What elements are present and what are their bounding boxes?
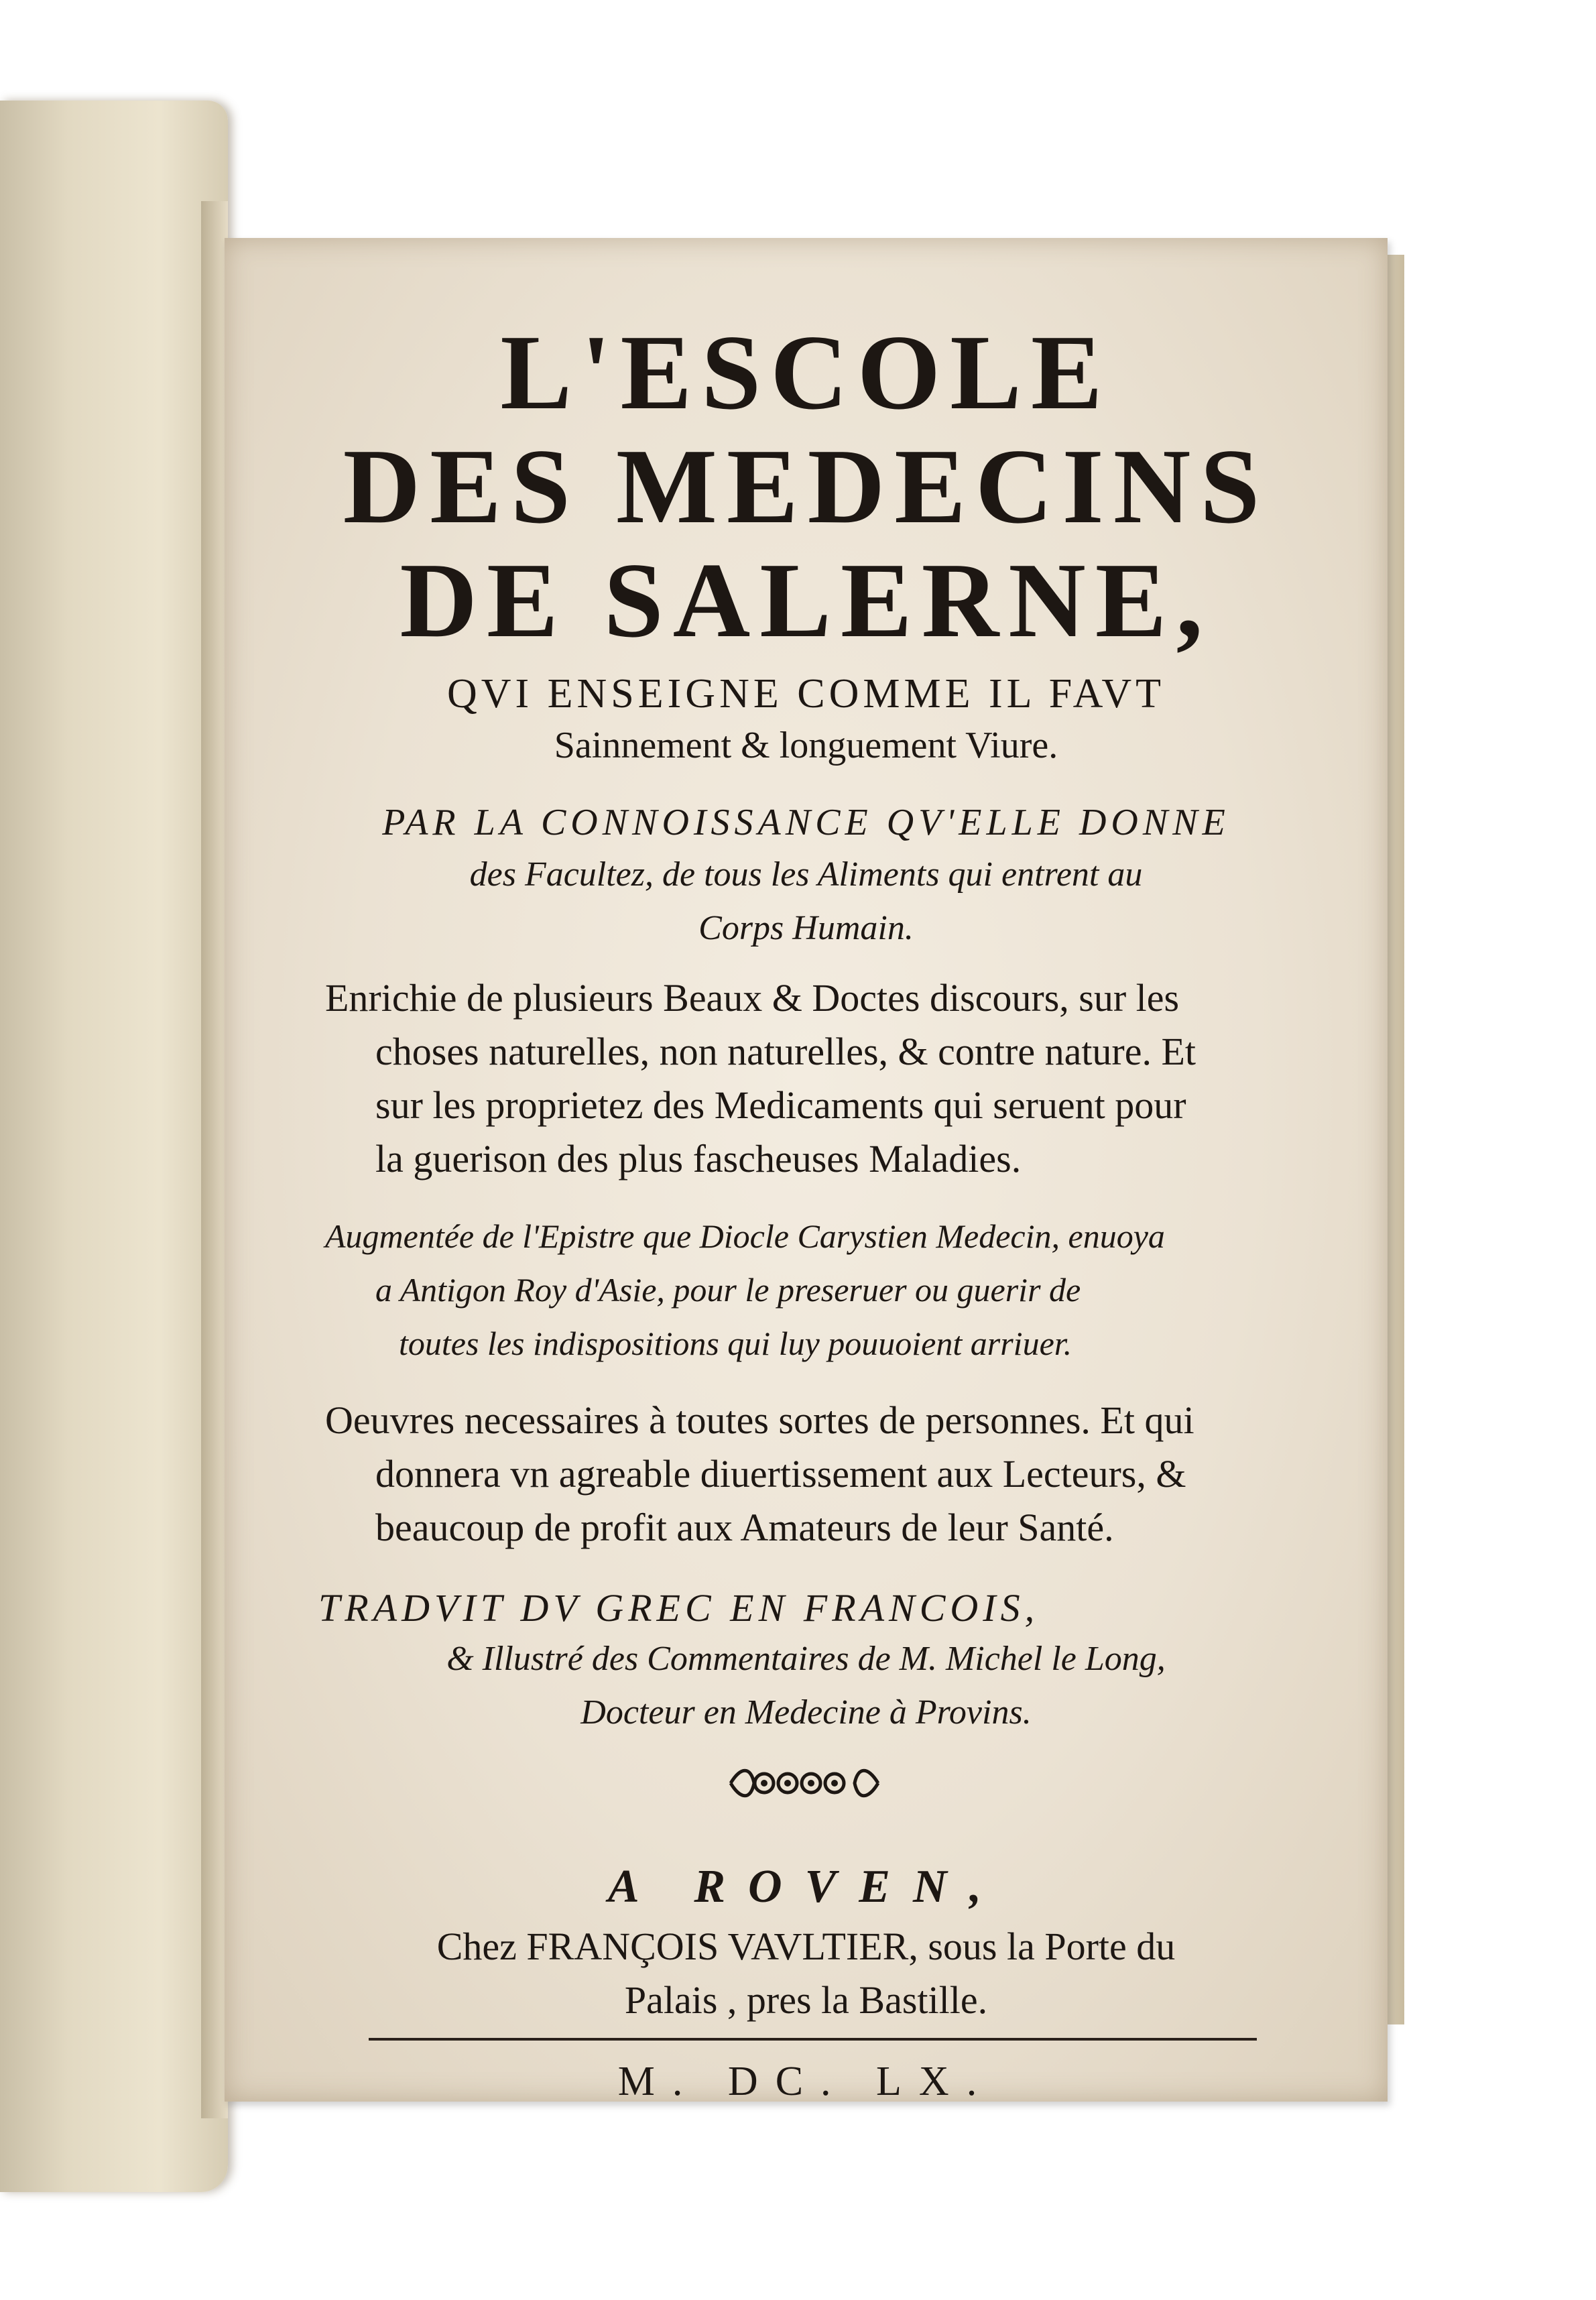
par-line-1: PAR LA CONNOISSANCE QV'ELLE DONNE	[382, 802, 1230, 843]
oeuvres-line-1: Oeuvres necessaires à toutes sortes de personnes. Et qui	[325, 1398, 1194, 1442]
title-line-1: L'ESCOLE	[500, 312, 1112, 432]
oeuvres-line-3: beaucoup de profit aux Amateurs de leur Santé.	[375, 1506, 1114, 1549]
fleuron-ornament-icon	[724, 1760, 885, 1807]
traduit-line-3: Docteur en Medecine à Provins.	[580, 1693, 1032, 1732]
imprint-city: A ROVEN,	[608, 1861, 1004, 1913]
traduit-line-2: & Illustré des Commentaires de M. Michel le Long,	[446, 1640, 1166, 1678]
par-line-2: des Facultez, de tous les Aliments qui entrent au	[469, 855, 1143, 894]
par-line-3: Corps Humain.	[698, 909, 914, 947]
publisher-line-1: Chez FRANÇOIS VAVLTIER, sous la Porte du	[436, 1925, 1176, 1968]
oeuvres-line-2: donnera vn agreable diuertissement aux Lecteurs, &	[375, 1452, 1186, 1496]
enrichie-line-4: la guerison des plus fascheuses Maladies.	[375, 1137, 1022, 1181]
subtitle-line-2: Sainnement & longuement Viure.	[554, 725, 1058, 766]
subtitle-line-1: QVI ENSEIGNE COMME IL FAVT	[446, 671, 1166, 717]
imprint-rule	[369, 2038, 1257, 2041]
imprint-date: M. DC. LX.	[617, 2059, 995, 2104]
binding-edge	[201, 201, 228, 2118]
enrichie-line-3: sur les proprietez des Medicaments qui seruent pour	[375, 1083, 1186, 1127]
title-line-3: DE SALERNE,	[400, 540, 1213, 660]
augmentee-line-2: a Antigon Roy d'Asie, pour le preseruer ou guerir de	[375, 1271, 1081, 1309]
title-line-2: DES MEDECINS	[343, 426, 1270, 546]
title-page	[225, 238, 1388, 2102]
traduit-line-1: TRADVIT DV GREC EN FRANCOIS,	[318, 1586, 1040, 1630]
enrichie-line-1: Enrichie de plusieurs Beaux & Doctes discours, sur les	[325, 976, 1180, 1020]
augmentee-line-3: toutes les indispositions qui luy pouuoient arriuer.	[399, 1325, 1072, 1362]
publisher-line-2: Palais , pres la Bastille.	[624, 1978, 988, 2022]
book-binding	[0, 101, 228, 2192]
enrichie-line-2: choses naturelles, non naturelles, & contre nature. Et	[375, 1030, 1196, 1073]
augmentee-line-1: Augmentée de l'Epistre que Diocle Carystien Medecin, enuoya	[325, 1217, 1165, 1255]
